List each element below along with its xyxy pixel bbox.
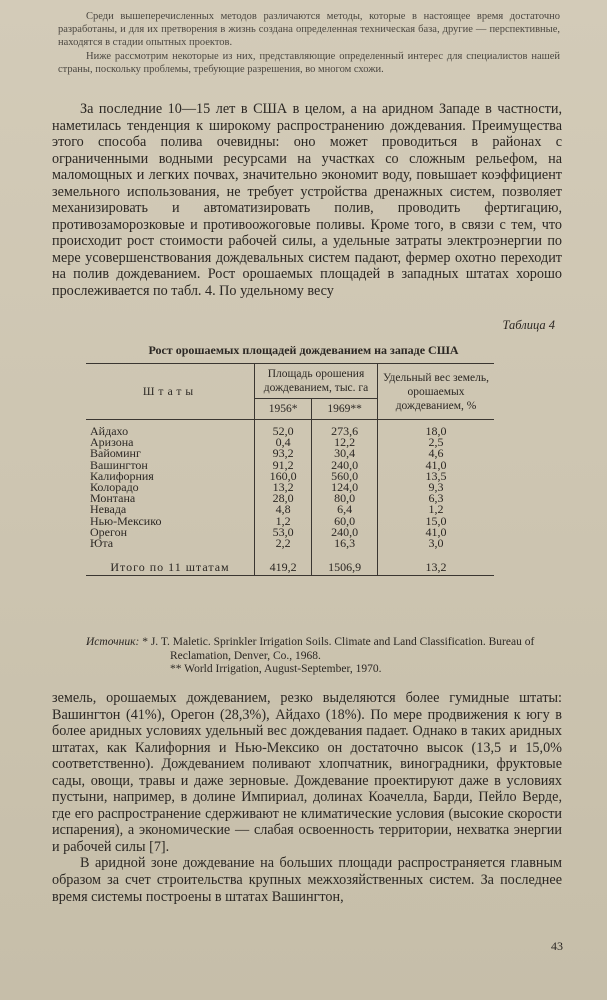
cell-state: Юта — [90, 536, 114, 551]
body-paragraph-bottom-1: земель, орошаемых дождеванием, резко выделяются более гумидные штаты: Вашингтон (41%), Орегон (28,3%), Айдахо (18%). По мере продвижения к югу в более аридных условиях удельный вес дождевания падает. Однако в таких аридных штатах, как Калифорния и Нью-Мексико он достаточно высок (13,5 и 15,0% соответственно). Дождеванием поливают хлопчатник, виноградники, фруктовые сады, овощи, травы и даже зерновые. Дождевание проектируют даже в условиях пустыни, например, в долине Импириал, долинах Коачелла, Барди, Пейло Верде, где его распространение сдерживают не климатические условия (высокие скорости испарения), а экономические — слабая освоенность территории, нехватка энергии и рабочей силы [7]. — [52, 690, 562, 855]
header-year-1969: 1969** — [312, 399, 378, 420]
cell-1956: 53,0 — [255, 527, 312, 538]
cell-share: 41,0 — [378, 527, 495, 538]
cell-1969: 273,6 — [312, 420, 378, 438]
table-label: Таблица 4 — [502, 318, 555, 332]
total-1956: 419,2 — [255, 549, 312, 576]
cell-1956: 160,0 — [255, 471, 312, 482]
body-text-top — [52, 101, 562, 300]
cell-state: Калифорния — [90, 468, 154, 483]
page-number: 43 — [551, 939, 563, 953]
cell-1969: 560,0 — [312, 471, 378, 482]
cell-share: 1,2 — [378, 504, 495, 515]
lead-paragraph-1: Среди вышеперечисленных методов различаются методы, которые в настоящее время достаточно разработаны, и для их претворения в жизнь создана определенная техническая база, другие — перспективные, находятся в стадии опытных проектов. — [58, 11, 560, 49]
cell-1956: 4,8 — [255, 504, 312, 515]
cell-1956: 1,2 — [255, 516, 312, 527]
cell-state: Невада — [90, 502, 127, 517]
cell-1956: 2,2 — [255, 538, 312, 549]
lead-paragraphs — [58, 10, 560, 76]
cell-1969: 6,4 — [312, 504, 378, 515]
cell-share: 41,0 — [378, 460, 495, 471]
cell-1956: 91,2 — [255, 460, 312, 471]
cell-share: 4,6 — [378, 448, 495, 459]
table-total-row — [86, 549, 494, 576]
cell-share: 6,3 — [378, 493, 495, 504]
cell-state: Айдахо — [90, 424, 129, 438]
irrigation-table — [86, 363, 494, 576]
cell-state: Аризона — [90, 435, 134, 450]
cell-state: Орегон — [90, 524, 128, 539]
cell-1969: 16,3 — [312, 538, 378, 549]
cell-state: Колорадо — [90, 480, 139, 495]
cell-1969: 240,0 — [312, 460, 378, 471]
cell-1969: 12,2 — [312, 437, 378, 448]
header-year-1956: 1956* — [255, 399, 312, 420]
cell-share: 15,0 — [378, 516, 495, 527]
cell-share: 3,0 — [378, 538, 495, 549]
source-line-1 — [86, 636, 562, 663]
body-paragraph-top: За последние 10—15 лет в США в целом, а на аридном Западе в частности, наметилась тенденция к широкому распространению дождевания. Преимущества этого способа полива очевидны: оно может проводиться в районах с ограниченными водными ресурсами на участках со сложным рельефом, на маломощных и легких почвах, значительно экономит воду, повышает коэффициент земельного использования, не требует устройства дренажных систем, позволяет механизировать и автоматизировать полив, проводить фертигацию, противозаморозковые и противоожоговые поливы. Кроме того, в связи с тем, что происходит рост стоимости рабочей силы, а удельные затраты электроэнергии по мере усовершенствования дождевальных систем падают, фермер охотно переходит на полив дождеванием. Рост орошаемых площадей в западных штатах хорошо прослеживается по табл. 4. По удельному весу — [52, 101, 562, 300]
table-source — [86, 636, 562, 677]
body-paragraph-bottom-2: В аридной зоне дождевание на больших площади распространяется главным образом за счет строительства крупных межхозяйственных систем. За последнее время системы построены в штатах Вашингтон, — [52, 855, 562, 905]
cell-1969: 80,0 — [312, 493, 378, 504]
header-area: Площадь орошения дождеванием, тыс. га — [255, 364, 378, 399]
cell-1969: 30,4 — [312, 448, 378, 459]
cell-1969: 60,0 — [312, 516, 378, 527]
cell-share: 18,0 — [378, 420, 495, 438]
cell-1969: 124,0 — [312, 482, 378, 493]
source-ref-1: * J. T. Maletic. Sprinkler Irrigation Soils. Climate and Land Classification. Bureau of Reclamation, Denver, Co., 1968. — [142, 636, 535, 662]
cell-share: 13,5 — [378, 471, 495, 482]
source-line-2: ** World Irrigation, August-September, 1970. — [170, 663, 382, 675]
cell-state: Монтана — [90, 491, 136, 506]
cell-state: Вайоминг — [90, 446, 141, 461]
source-label: Источник: — [86, 636, 140, 648]
cell-1956: 0,4 — [255, 437, 312, 448]
header-share: Удельный вес земель, орошаемых дождеванием, % — [378, 364, 495, 420]
cell-share: 9,3 — [378, 482, 495, 493]
cell-state: Нью-Мексико — [90, 513, 162, 528]
header-state: Штаты — [86, 364, 255, 420]
cell-1956: 93,2 — [255, 448, 312, 459]
total-share: 13,2 — [378, 549, 495, 576]
body-text-bottom — [52, 690, 562, 905]
total-label: Итого по 11 штатам — [86, 549, 255, 576]
cell-state: Вашингтон — [90, 457, 148, 472]
cell-1956: 52,0 — [255, 420, 312, 438]
cell-1956: 28,0 — [255, 493, 312, 504]
table-row — [86, 538, 494, 549]
cell-share: 2,5 — [378, 437, 495, 448]
lead-paragraph-2: Ниже рассмотрим некоторые из них, представляющие определенный интерес для специалистов нашей страны, поскольку проблемы, требующие разрешения, во многом схожи. — [58, 50, 560, 75]
cell-1969: 240,0 — [312, 527, 378, 538]
cell-1956: 13,2 — [255, 482, 312, 493]
table-title: Рост орошаемых площадей дождеванием на западе США — [148, 343, 459, 357]
total-1969: 1506,9 — [312, 549, 378, 576]
